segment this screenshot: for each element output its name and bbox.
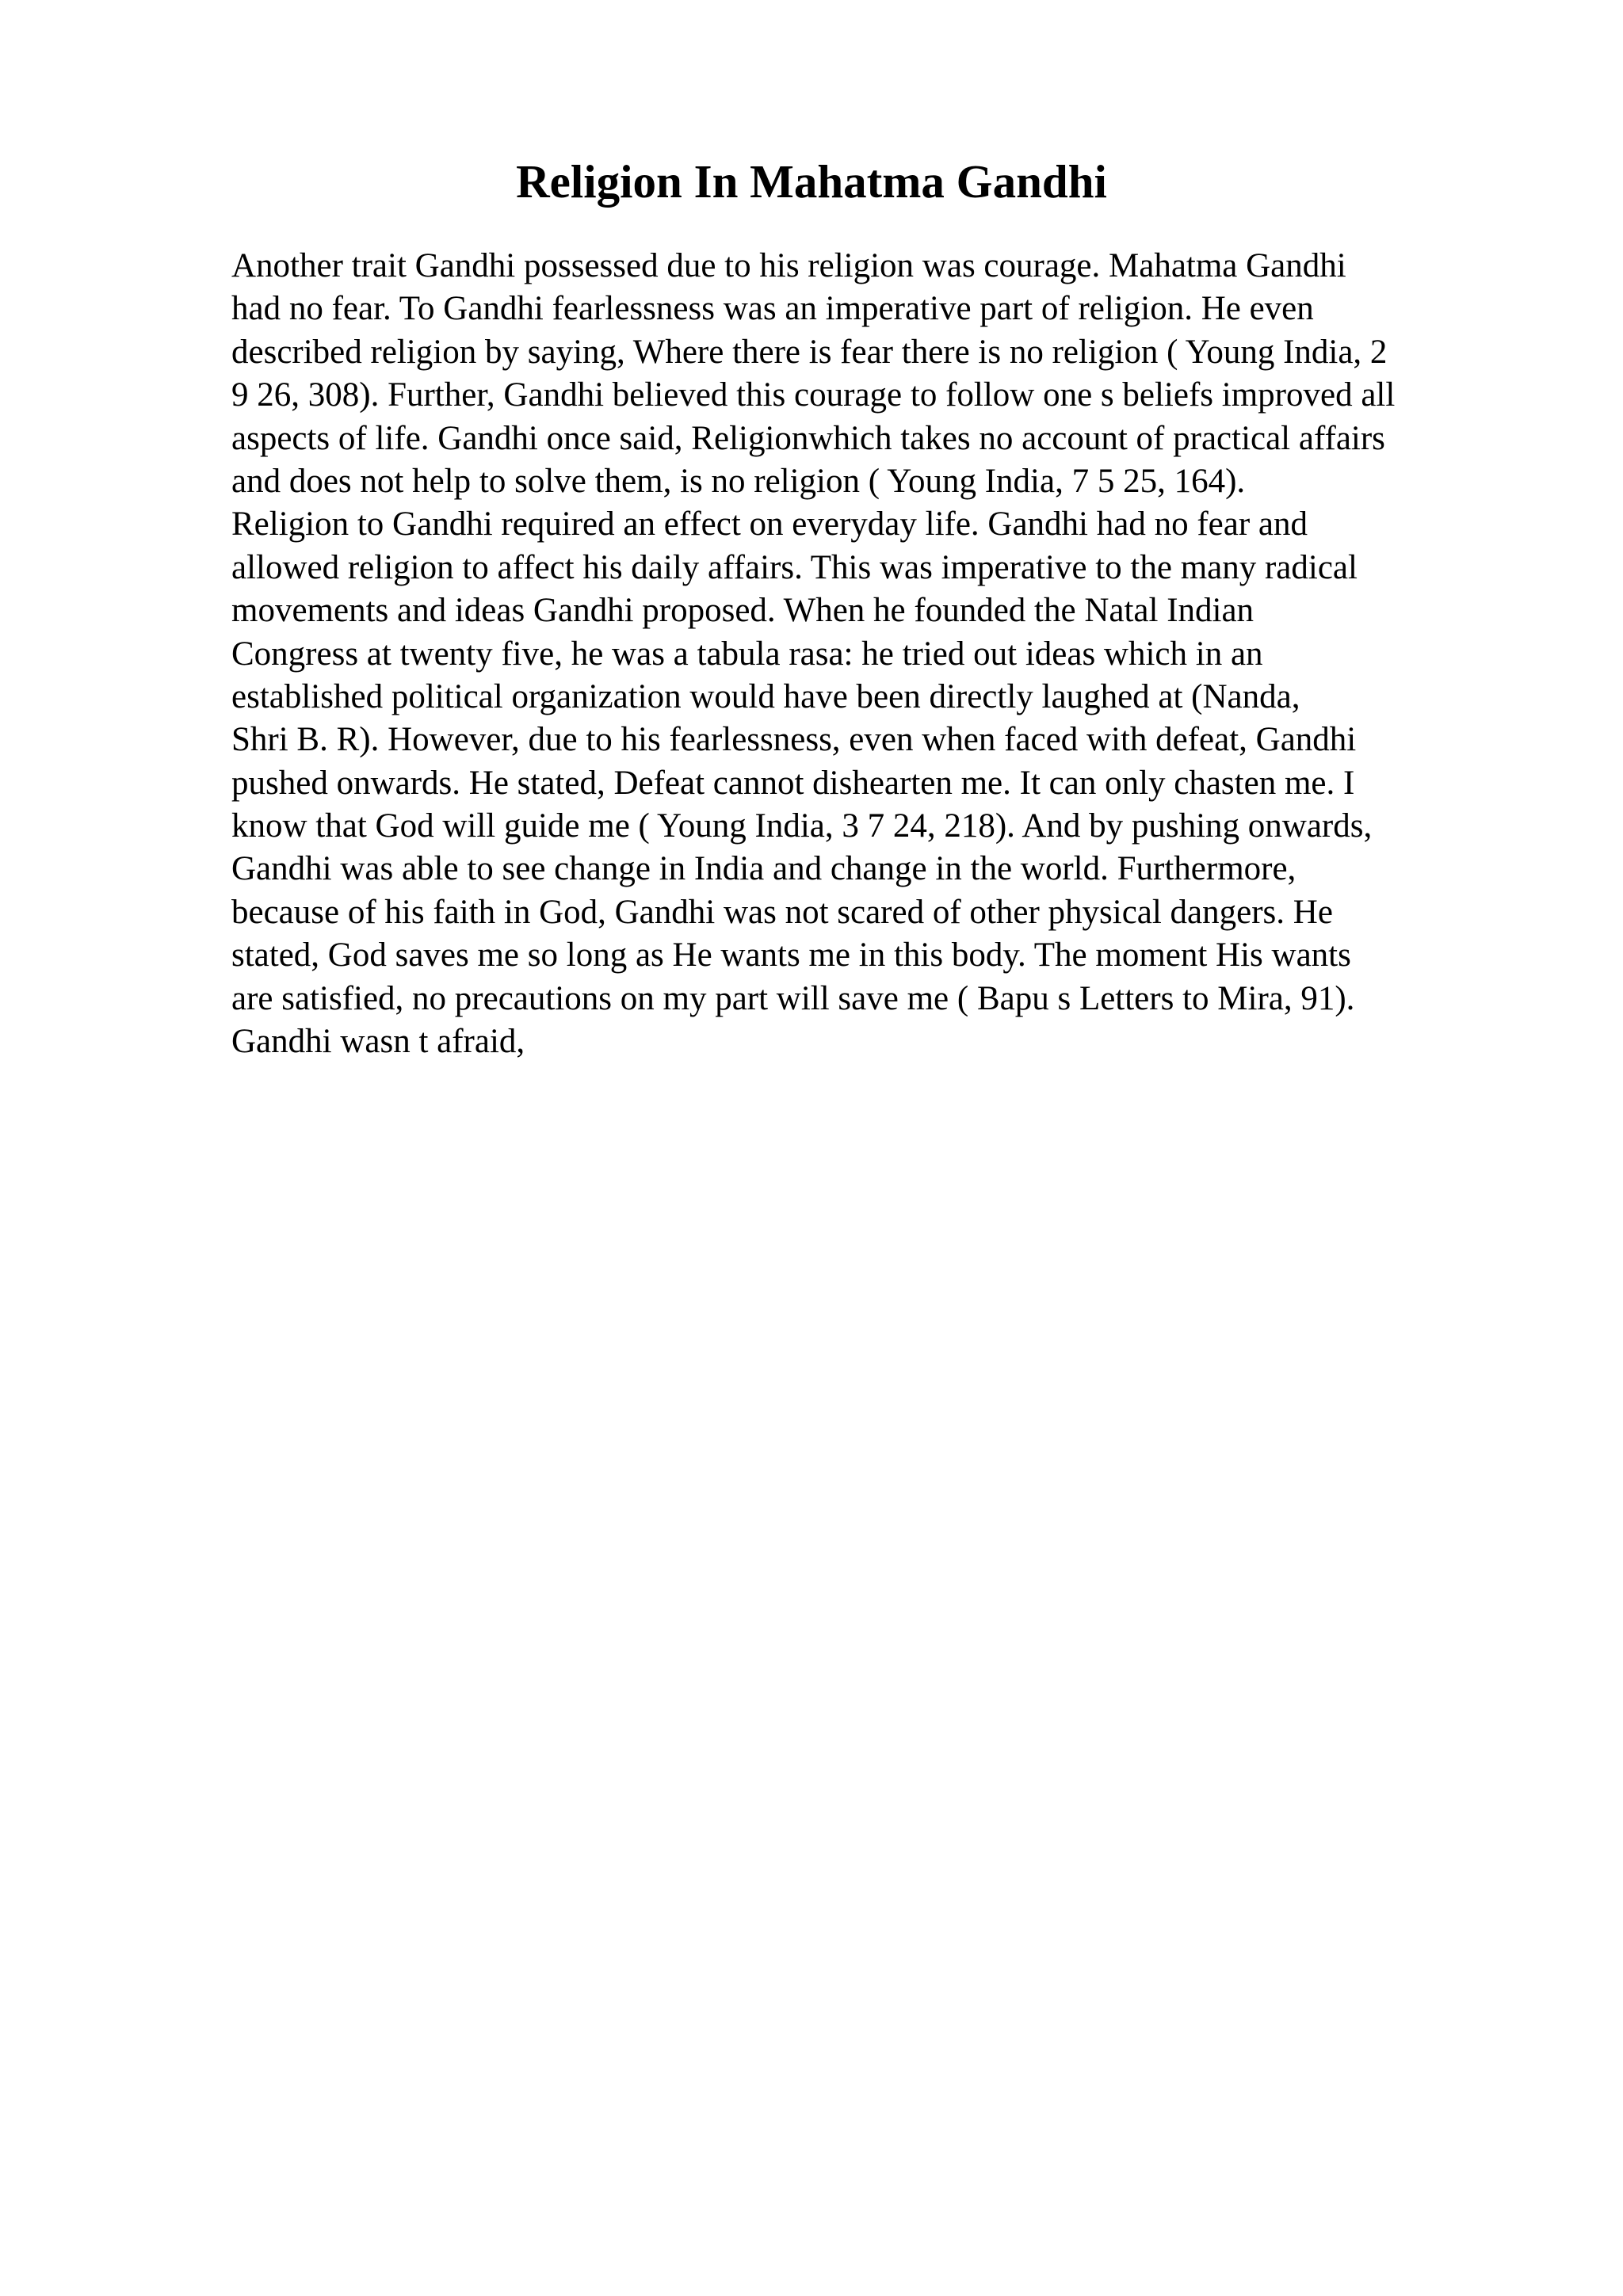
body-line: Gandhi was able to see change in India and change in the world. Furthermore, xyxy=(231,850,1296,888)
body-line: know that God will guide me ( Young India, 3 7 24, 218). And by pushing onwards, xyxy=(231,807,1373,845)
body-line: are satisfied, no precautions on my part will save me ( Bapu s Letters to Mira, 91). xyxy=(231,979,1355,1017)
body-line: because of his faith in God, Gandhi was not scared of other physical dangers. He xyxy=(231,893,1333,931)
body-line: Shri B. R). However, due to his fearlessness, even when faced with defeat, Gandhi xyxy=(231,721,1357,759)
body-line: movements and ideas Gandhi proposed. When he founded the Natal Indian xyxy=(231,592,1254,630)
body-line: had no fear. To Gandhi fearlessness was an imperative part of religion. He even xyxy=(231,290,1314,328)
body-line: Another trait Gandhi possessed due to his religion was courage. Mahatma Gandhi xyxy=(231,247,1346,284)
body-line: stated, God saves me so long as He wants me in this body. The moment His wants xyxy=(231,936,1351,974)
body-line: and does not help to solve them, is no religion ( Young India, 7 5 25, 164). xyxy=(231,462,1246,500)
body-line: Congress at twenty five, he was a tabula rasa: he tried out ideas which in an xyxy=(231,635,1263,673)
body-line: established political organization would have been directly laughed at (Nanda, xyxy=(231,677,1300,715)
document-title: Religion In Mahatma Gandhi xyxy=(516,155,1107,208)
body-line: 9 26, 308). Further, Gandhi believed this courage to follow one s beliefs improved all xyxy=(231,376,1396,414)
body-line: allowed religion to affect his daily affairs. This was imperative to the many radical xyxy=(231,548,1358,586)
body-line: Religion to Gandhi required an effect on everyday life. Gandhi had no fear and xyxy=(231,505,1308,543)
body-line: aspects of life. Gandhi once said, Religionwhich takes no account of practical affairs xyxy=(231,419,1385,457)
body-line: Gandhi wasn t afraid, xyxy=(231,1023,525,1061)
body-paragraph xyxy=(231,245,1499,1063)
body-line: described religion by saying, Where there is fear there is no religion ( Young India, 2 xyxy=(231,333,1388,371)
body-line: pushed onwards. He stated, Defeat cannot dishearten me. It can only chasten me. I xyxy=(231,764,1355,802)
